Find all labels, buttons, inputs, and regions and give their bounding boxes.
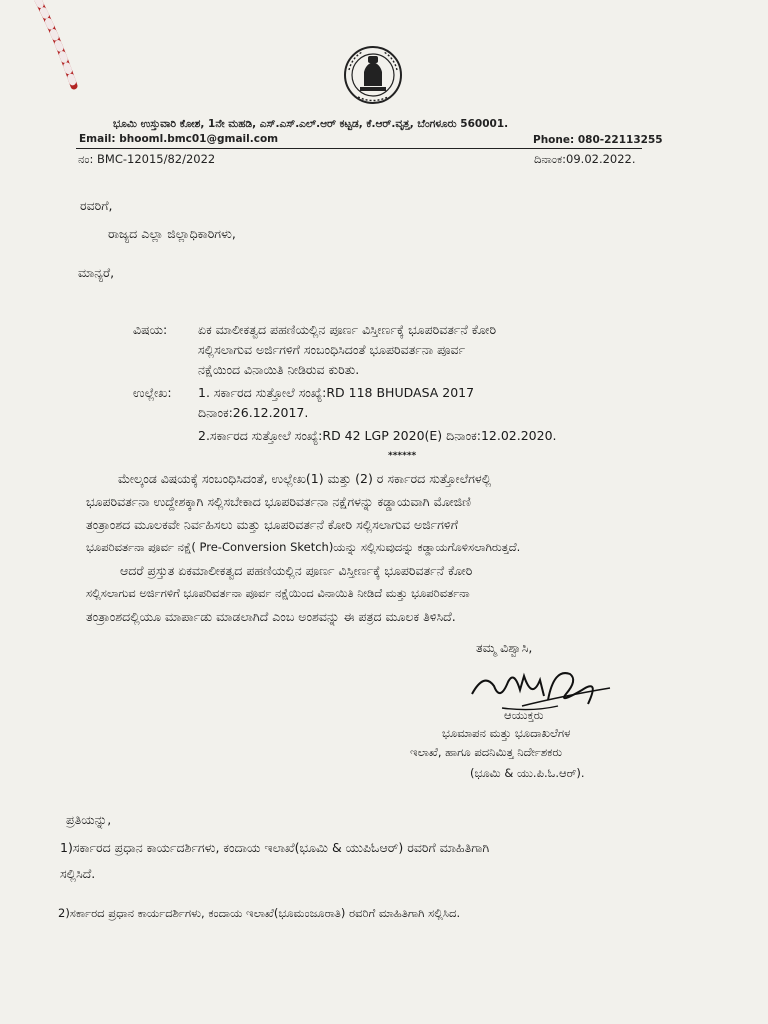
salutation: ಮಾನ್ಯರೆ,	[78, 265, 115, 280]
signatory-title: ಆಯುಕ್ತರು	[504, 708, 544, 722]
body-line: ಸಲ್ಲಿಸಲಾಗುವ ಅರ್ಜಿಗಳಿಗೆ ಭೂಪರಿವರ್ತನಾ ಪೂರ್ವ ನಕ್ಷೆಯಿಂದ ವಿನಾಯಿತಿ ನೀಡಿದೆ ಮತ್ತು ಭೂಪರಿವರ್ತನಾ	[86, 586, 470, 600]
body-line: ಭೂಪರಿವರ್ತನಾ ಪೂರ್ವ ನಕ್ಷೆ( Pre-Conversion Sketch)ಯನ್ನು ಸಲ್ಲಿಸುವುದನ್ನು ಕಡ್ಡಾಯಗೊಳಿಸಲಾಗಿರುತ್ತದೆ.	[86, 540, 521, 554]
copy-line: ಸಲ್ಲಿಸಿದೆ.	[60, 866, 96, 881]
office-address: ಭೂಮಿ ಉಸ್ತುವಾರಿ ಕೋಶ, 1ನೇ ಮಹಡಿ, ಎಸ್.ಎಸ್.ಎಲ್.ಆರ್ ಕಟ್ಟಡ, ಕೆ.ಆರ್.ವೃತ್ತ, ಬೆಂಗಳೂರು 560001.	[113, 118, 509, 130]
copy-heading: ಪ್ರತಿಯನ್ನು,	[66, 812, 112, 827]
addressee-prefix: ರವರಿಗೆ,	[80, 198, 113, 213]
subject-line: ನಕ್ಷೆಯಿಂದ ವಿನಾಯಿತಿ ನೀಡಿರುವ ಕುರಿತು.	[198, 362, 360, 377]
reference-line: 2.ಸರ್ಕಾರದ ಸುತ್ತೋಲೆ ಸಂಖ್ಯೆ:RD 42 LGP 2020(E) ದಿನಾಂಕ:12.02.2020.	[198, 428, 557, 443]
closing: ತಮ್ಮ ವಿಶ್ವಾಸಿ,	[476, 640, 533, 655]
letter-date: ದಿನಾಂಕ:09.02.2022.	[534, 152, 636, 166]
email-address: Email: bhooml.bmc01@gmail.com	[79, 133, 279, 145]
signatory-line: (ಭೂಮಿ & ಯು.ಪಿ.ಓ.ಆರ್).	[470, 766, 585, 780]
body-line: ತಂತ್ರಾಂಶದಲ್ಲಿಯೂ ಮಾರ್ಪಾಡು ಮಾಡಲಾಗಿದೆ ಎಂಬ ಅಂಶವನ್ನು ಈ ಪತ್ರದ ಮೂಲಕ ತಿಳಿಸಿದೆ.	[86, 609, 456, 624]
body-line: ಮೇಲ್ಕಂಡ ವಿಷಯಕ್ಕೆ ಸಂಬಂಧಿಸಿದಂತೆ, ಉಲ್ಲೇಖ(1) ಮತ್ತು (2) ರ ಸರ್ಕಾರದ ಸುತ್ತೋಲೆಗಳಲ್ಲಿ	[118, 471, 492, 486]
body-line: ತಂತ್ರಾಂಶದ ಮೂಲಕವೇ ನಿರ್ವಹಿಸಲು ಮತ್ತು ಭೂಪರಿವರ್ತನೆ ಕೋರಿ ಸಲ್ಲಿಸಲಾಗುವ ಅರ್ಜಿಗಳಿಗೆ	[86, 517, 458, 532]
signatory-line: ಇಲಾಖೆ, ಹಾಗೂ ಪದನಿಮಿತ್ತ ನಿರ್ದೇಶಕರು	[410, 745, 563, 759]
karnataka-emblem-icon	[340, 44, 406, 106]
body-line: ಭೂಪರಿವರ್ತನಾ ಉದ್ದೇಶಕ್ಕಾಗಿ ಸಲ್ಲಿಸಬೇಕಾದ ಭೂಪರಿವರ್ತನಾ ನಕ್ಷೆಗಳನ್ನು ಕಡ್ಡಾಯವಾಗಿ ಮೋಜಿಣಿ	[86, 494, 471, 509]
copy-line: 1)ಸರ್ಕಾರದ ಪ್ರಧಾನ ಕಾರ್ಯದರ್ಶಿಗಳು, ಕಂದಾಯ ಇಲಾಖೆ(ಭೂಮಿ & ಯುಪಿಓಆರ್) ರವರಿಗೆ ಮಾಹಿತಿಗಾಗಿ	[60, 840, 490, 855]
header-rule	[76, 148, 642, 149]
reference-line: 1. ಸರ್ಕಾರದ ಸುತ್ತೋಲೆ ಸಂಖ್ಯೆ:RD 118 BHUDASA 2017	[198, 385, 475, 400]
reference-label: ಉಲ್ಲೇಖ:	[133, 385, 172, 400]
copy-line: 2)ಸರ್ಕಾರದ ಪ್ರಧಾನ ಕಾರ್ಯದರ್ಶಿಗಳು, ಕಂದಾಯ ಇಲಾಖೆ(ಭೂಮಂಜೂರಾತಿ) ರವರಿಗೆ ಮಾಹಿತಿಗಾಗಿ ಸಲ್ಲಿಸಿದ.	[58, 906, 461, 920]
reference-number: ನಂ: BMC-12015/82/2022	[78, 152, 216, 166]
signatory-line: ಭೂಮಾಪನ ಮತ್ತು ಭೂದಾಖಲೆಗಳ	[442, 726, 571, 740]
subject-label: ವಿಷಯ:	[133, 322, 168, 337]
section-separator: ******	[388, 451, 417, 461]
subject-line: ಸಲ್ಲಿಸಲಾಗುವ ಅರ್ಜಿಗಳಿಗೆ ಸಂಬಂಧಿಸಿದಂತೆ ಭೂಪರಿವರ್ತನಾ ಪೂರ್ವ	[198, 342, 466, 357]
subject-line: ಏಕ ಮಾಲೀಕತ್ವದ ಪಹಣಿಯಲ್ಲಿನ ಪೂರ್ಣ ವಿಸ್ತೀರ್ಣಕ್ಕೆ ಭೂಪರಿವರ್ತನೆ ಕೋರಿ	[198, 322, 497, 337]
addressee: ರಾಜ್ಯದ ಎಲ್ಲಾ ಜಿಲ್ಲಾಧಿಕಾರಿಗಳು,	[108, 226, 236, 241]
phone-number: Phone: 080-22113255	[533, 134, 663, 146]
binding-string-decoration	[30, 0, 90, 90]
reference-line: ದಿನಾಂಕ:26.12.2017.	[198, 405, 309, 420]
body-line: ಆದರೆ ಪ್ರಸ್ತುತ ಏಕಮಾಲೀಕತ್ವದ ಪಹಣಿಯಲ್ಲಿನ ಪೂರ್ಣ ವಿಸ್ತೀರ್ಣಕ್ಕೆ ಭೂಪರಿವರ್ತನೆ ಕೋರಿ	[120, 563, 473, 578]
